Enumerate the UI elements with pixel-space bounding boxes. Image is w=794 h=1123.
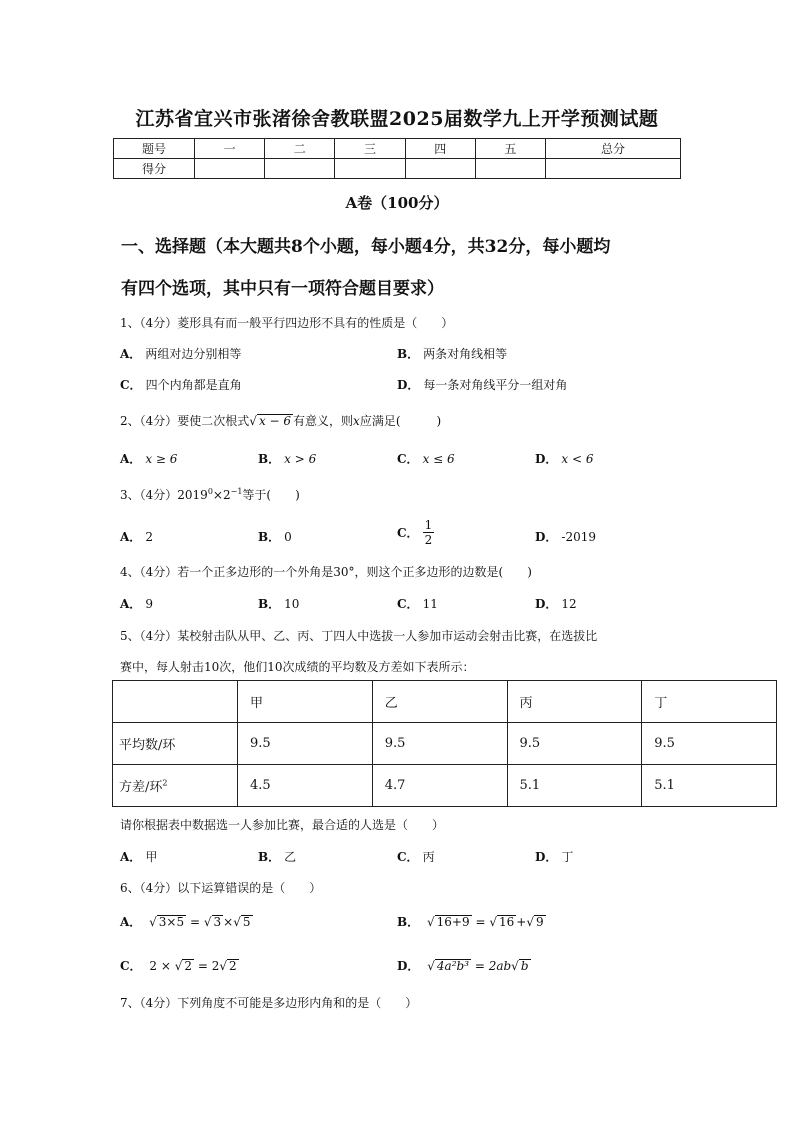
- variance-label-sup: 2: [162, 778, 168, 788]
- table-row: [113, 681, 777, 723]
- radicand: 2: [229, 959, 237, 973]
- table-cell: 丙: [507, 681, 642, 723]
- q3-times: ×2: [212, 488, 231, 502]
- question-5-stem-line2: 赛中，每人射击10次，他们10次成绩的平均数及方差如下表所示：: [120, 660, 475, 674]
- option-text: 两条对角线相等: [423, 347, 508, 361]
- score-input-cell[interactable]: [195, 159, 265, 179]
- radical-sign-icon: √: [249, 414, 257, 428]
- volume-heading: A卷（100分）: [345, 194, 449, 212]
- radical: [489, 915, 516, 930]
- q3-option-c[interactable]: [397, 518, 434, 547]
- radical-sign-icon: √: [427, 959, 435, 973]
- math-op: ×: [223, 915, 234, 929]
- q1-option-c[interactable]: [120, 376, 242, 393]
- option-text: 11: [422, 597, 438, 611]
- math-op: = 2: [197, 959, 220, 973]
- q1-option-b[interactable]: [397, 345, 507, 362]
- score-cell: 一: [195, 139, 265, 159]
- radicand: 16: [498, 915, 515, 929]
- table-cell: 4.7: [372, 765, 507, 807]
- radical: [204, 915, 223, 930]
- table-cell: 9.5: [642, 723, 777, 765]
- option-label: C．: [397, 526, 419, 540]
- q4-option-d[interactable]: [535, 595, 577, 612]
- option-label: B．: [258, 597, 281, 611]
- radicand: 5: [242, 915, 251, 929]
- radical-sign-icon: √: [203, 915, 212, 929]
- q3-base1: 2019: [177, 488, 208, 502]
- section-heading-line2: 有四个选项，其中只有一项符合题目要求）: [121, 279, 444, 299]
- radical: [427, 915, 472, 930]
- q3-exp2: −1: [230, 487, 243, 496]
- q3-option-b[interactable]: [258, 528, 292, 545]
- question-2-stem: [120, 412, 441, 429]
- table-cell: [113, 681, 238, 723]
- score-cell: 得分: [114, 159, 195, 179]
- radical: [526, 915, 545, 930]
- math-op: = 2ab: [474, 959, 512, 973]
- q2-post: 应满足( ): [359, 414, 442, 428]
- q5-option-d[interactable]: [535, 848, 573, 865]
- score-cell: 总分: [546, 139, 681, 159]
- option-text: 每一条对角线平分一组对角: [423, 378, 568, 392]
- question-4-stem: 4、（4分）若一个正多边形的一个外角是30°，则这个正多边形的边数是( ): [120, 565, 532, 579]
- q6-option-b[interactable]: [397, 913, 546, 930]
- question-5-after: 请你根据表中数据选一人参加比赛，最合适的人选是（ ）: [120, 818, 445, 832]
- table-row: [113, 723, 777, 765]
- radicand: 3×5: [158, 915, 185, 929]
- option-text: 丁: [561, 850, 574, 864]
- q2-option-d[interactable]: [535, 450, 594, 467]
- exam-title: 江苏省宜兴市张渚徐舍教联盟2025届数学九上开学预测试题: [135, 108, 659, 130]
- table-cell: [113, 765, 238, 807]
- option-label: C．: [397, 452, 419, 466]
- radical-sign-icon: √: [219, 959, 228, 973]
- option-label: C．: [397, 850, 419, 864]
- radicand: b: [520, 959, 529, 973]
- variance-label: 方差/环: [119, 780, 163, 795]
- math-op: =: [189, 915, 201, 929]
- option-text: 乙: [284, 850, 297, 864]
- score-input-cell[interactable]: [335, 159, 405, 179]
- score-input-cell[interactable]: [546, 159, 681, 179]
- option-text: x ≥ 6: [145, 452, 178, 466]
- radicand: 4a²b³: [436, 959, 469, 973]
- question-5-stem-line1: 5、（4分）某校射击队从甲、乙、丙、丁四人中选拔一人参加市运动会射击比赛，在选拔比: [120, 629, 598, 643]
- score-cell: 三: [335, 139, 405, 159]
- question-6-stem: 6、（4分）以下运算错误的是（ ）: [120, 881, 322, 895]
- score-table-score-row: [114, 159, 681, 179]
- option-label: C．: [397, 597, 419, 611]
- option-text: x > 6: [284, 452, 317, 466]
- score-cell: 二: [265, 139, 335, 159]
- score-cell: 五: [475, 139, 545, 159]
- option-text: 四个内角都是直角: [145, 378, 242, 392]
- radical: [219, 959, 238, 974]
- q2-mid: 有意义，则: [293, 414, 354, 428]
- option-label: B．: [397, 347, 420, 361]
- q4-option-c[interactable]: [397, 595, 438, 612]
- option-label: D．: [397, 959, 420, 973]
- option-label: D．: [535, 597, 558, 611]
- q2-option-a[interactable]: [120, 450, 177, 467]
- table-cell: 4.5: [238, 765, 373, 807]
- option-label: D．: [535, 850, 558, 864]
- section-heading-line1: 一、选择题（本大题共8个小题，每小题4分，共32分，每小题均: [121, 237, 611, 257]
- table-cell: 丁: [642, 681, 777, 723]
- q1-option-d[interactable]: [397, 376, 567, 393]
- option-label: A．: [120, 915, 142, 929]
- score-cell: 四: [405, 139, 475, 159]
- table-cell: 乙: [372, 681, 507, 723]
- q2-radical: [249, 414, 293, 429]
- option-label: B．: [258, 850, 281, 864]
- table-cell: 9.5: [372, 723, 507, 765]
- score-table: [113, 138, 681, 179]
- q5-option-c[interactable]: [397, 848, 435, 865]
- q2-radicand: x − 6: [258, 414, 292, 428]
- fraction: [423, 518, 435, 547]
- q2-var: x: [353, 414, 360, 428]
- shooting-stats-table: [112, 680, 777, 807]
- option-label: A．: [120, 530, 142, 544]
- radical-sign-icon: √: [174, 959, 183, 973]
- q4-option-b[interactable]: [258, 595, 299, 612]
- question-7-stem: 7、（4分）下列角度不可能是多边形内角和的是（ ）: [120, 996, 418, 1010]
- q2-option-c[interactable]: [397, 450, 455, 467]
- q6-option-c[interactable]: [120, 957, 239, 974]
- q5-option-a[interactable]: [120, 848, 157, 865]
- option-text: 12: [561, 597, 577, 611]
- option-text: 0: [284, 530, 292, 544]
- q3-option-d[interactable]: [535, 528, 596, 545]
- option-text: 两组对边分别相等: [145, 347, 242, 361]
- option-label: D．: [535, 452, 558, 466]
- score-input-cell[interactable]: [265, 159, 335, 179]
- option-label: B．: [258, 530, 281, 544]
- q2-pre: 2、（4分）要使二次根式: [120, 414, 250, 428]
- q1-option-a[interactable]: [120, 345, 241, 362]
- q6-option-d[interactable]: [397, 957, 531, 974]
- q3-pre: 3、（4分）: [120, 488, 178, 502]
- fraction-denominator: 2: [424, 533, 433, 547]
- table-cell: 5.1: [507, 765, 642, 807]
- option-label: A．: [120, 347, 142, 361]
- radical: [511, 959, 530, 974]
- option-label: B．: [258, 452, 281, 466]
- option-label: B．: [397, 915, 420, 929]
- radicand: 3: [213, 915, 222, 929]
- math-op: +: [516, 915, 527, 929]
- q3-exp1: 0: [207, 487, 213, 496]
- option-text: x ≤ 6: [422, 452, 455, 466]
- math-op: 2 ×: [149, 959, 171, 973]
- q3-post: 等于( ): [242, 488, 300, 502]
- q5-option-b[interactable]: [258, 848, 296, 865]
- q3-option-a[interactable]: [120, 528, 153, 545]
- radicand: 9: [535, 915, 544, 929]
- question-3-stem: [120, 486, 300, 503]
- radicand: 16+9: [436, 915, 470, 929]
- q4-option-a[interactable]: [120, 595, 153, 612]
- radical: [149, 915, 186, 930]
- radicand: 2: [184, 959, 193, 973]
- option-text: 2: [145, 530, 153, 544]
- option-label: A．: [120, 850, 142, 864]
- option-text: 10: [284, 597, 300, 611]
- radical-sign-icon: √: [489, 915, 497, 929]
- option-label: C．: [120, 959, 142, 973]
- score-table-header-row: [114, 139, 681, 159]
- table-row: [113, 765, 777, 807]
- q6-option-a[interactable]: [120, 913, 253, 930]
- radical: [427, 959, 471, 974]
- option-label: C．: [120, 378, 142, 392]
- radical: [175, 959, 194, 974]
- table-cell: 5.1: [642, 765, 777, 807]
- math-op: =: [475, 915, 486, 929]
- fraction-numerator: 1: [424, 518, 433, 532]
- radical-sign-icon: √: [233, 915, 241, 929]
- score-input-cell[interactable]: [405, 159, 475, 179]
- option-label: D．: [535, 530, 558, 544]
- radical-sign-icon: √: [149, 915, 157, 929]
- option-text: 甲: [145, 850, 158, 864]
- table-cell: 甲: [238, 681, 373, 723]
- radical: [233, 915, 252, 930]
- option-text: 丙: [422, 850, 435, 864]
- radical-sign-icon: √: [526, 915, 534, 929]
- question-1-stem: 1、（4分）菱形具有而一般平行四边形不具有的性质是（ ）: [120, 316, 454, 330]
- radical-sign-icon: √: [426, 915, 435, 929]
- option-label: A．: [120, 452, 142, 466]
- q2-option-b[interactable]: [258, 450, 316, 467]
- option-text: x < 6: [561, 452, 594, 466]
- option-label: A．: [120, 597, 142, 611]
- option-label: D．: [397, 378, 420, 392]
- option-text: -2019: [561, 530, 597, 544]
- table-cell: 9.5: [507, 723, 642, 765]
- table-cell: 平均数/环: [113, 723, 238, 765]
- radical-sign-icon: √: [511, 959, 519, 973]
- score-input-cell[interactable]: [475, 159, 545, 179]
- score-cell: 题号: [114, 139, 195, 159]
- option-text: 9: [145, 597, 153, 611]
- table-cell: 9.5: [238, 723, 373, 765]
